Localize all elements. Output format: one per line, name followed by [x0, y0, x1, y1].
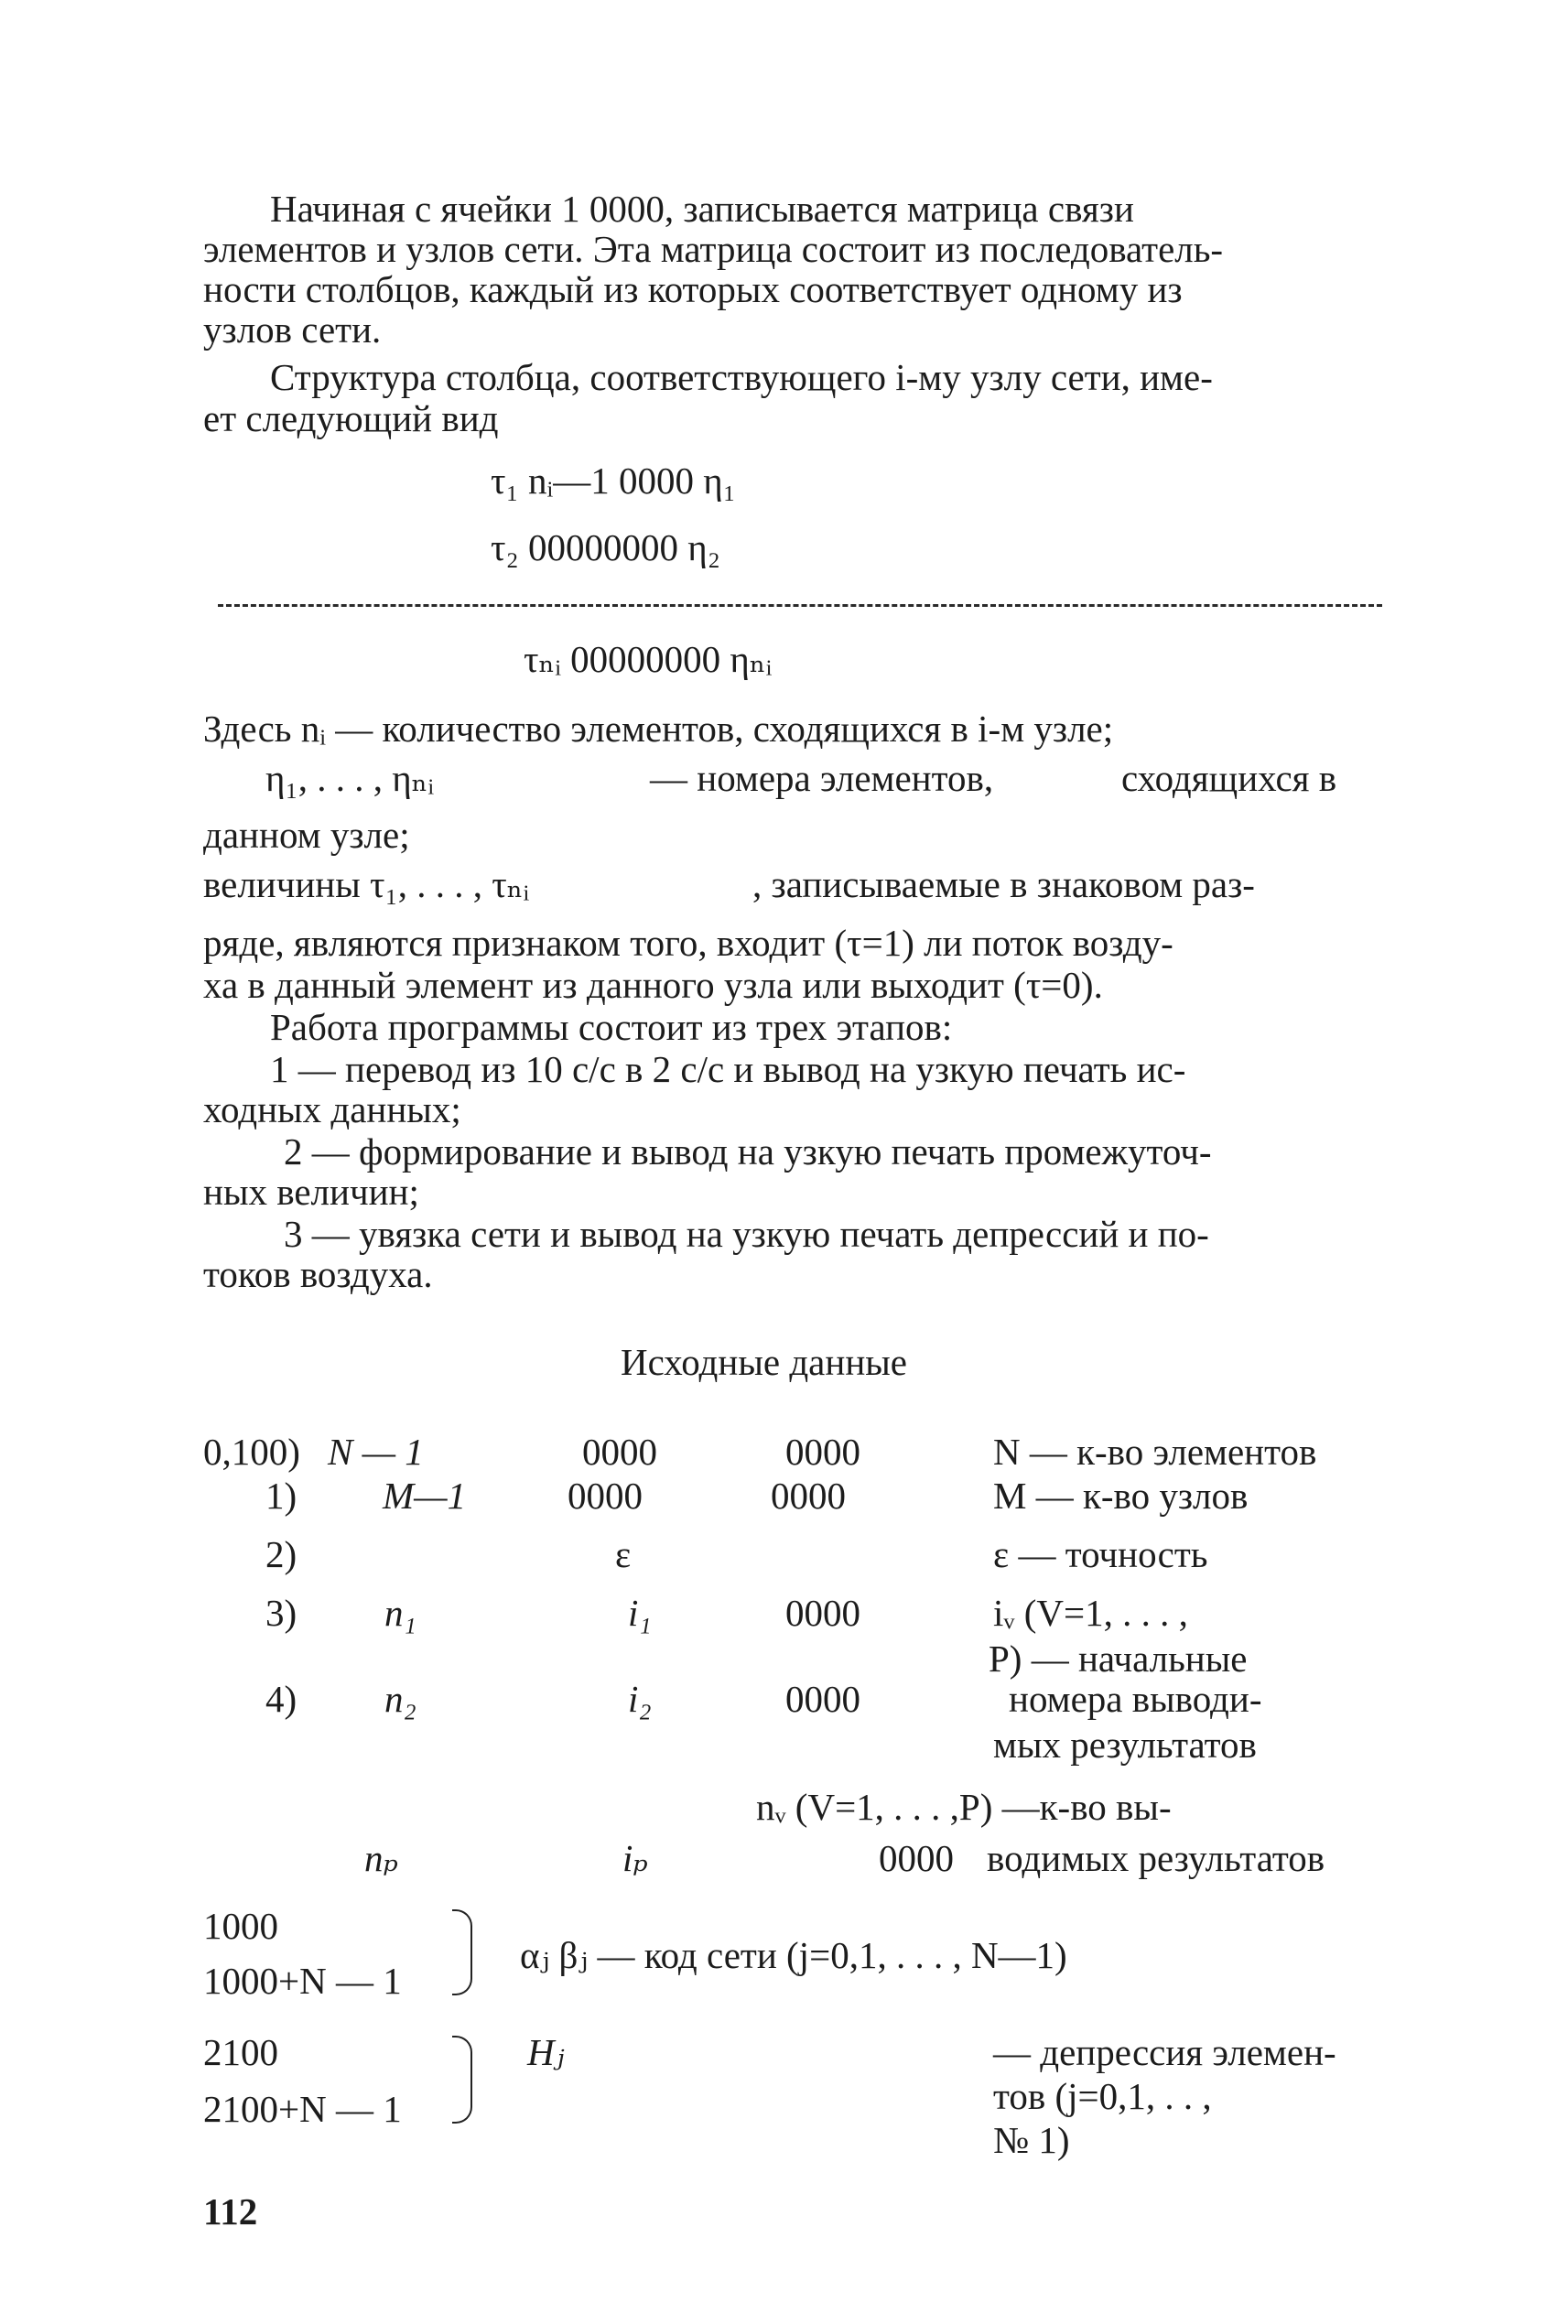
block-1-description: αⱼ βⱼ — код сети (j=0,1, . . . , N—1)	[520, 1934, 1067, 1976]
explain-line-3: данном узле;	[203, 814, 410, 856]
table-row-4-note-b: мых результатов	[993, 1724, 1257, 1766]
table-row-1-note: M — к-во узлов	[993, 1475, 1249, 1517]
table-row-3-addr: 3)	[265, 1592, 297, 1634]
structure-line-2: ет следующий вид	[203, 397, 499, 439]
table-row-4-c1: n₂	[384, 1678, 416, 1720]
intro-line-4: узлов сети.	[203, 308, 382, 351]
formula-row-last: τₙᵢ 00000000 ηₙᵢ	[524, 638, 773, 680]
table-row-3-c2: i₁	[628, 1592, 652, 1634]
table-row-5-note: nᵥ (V=1, . . . ,P) —к-во вы-	[756, 1786, 1172, 1828]
block-1-end-address: 1000+N — 1	[203, 1960, 402, 2002]
explain-line-2-text: — номера элементов,	[650, 757, 994, 799]
formula-row-1: τ₁ nᵢ—1 0000 η₁	[491, 459, 736, 502]
table-row-1-c1: M—1	[383, 1475, 467, 1517]
table-row-3-note-a: iᵥ (V=1, . . . ,	[993, 1592, 1188, 1634]
table-row-0-c3: 0000	[785, 1431, 860, 1473]
stages-intro: Работа программы состоит из трех этапов:	[270, 1006, 953, 1048]
explain-line-5: ряде, являются признаком того, входит (τ=1) ли поток возду-	[203, 922, 1173, 964]
ellipsis-dashed-line	[218, 604, 1382, 607]
stage-1-line-1: 1 — перевод из 10 с/с в 2 с/с и вывод на узкую печать ис-	[270, 1048, 1186, 1090]
table-row-3-note-b: P) — начальные	[989, 1638, 1248, 1680]
intro-line-2: элементов и узлов сети. Эта матрица состоит из последователь-	[203, 228, 1224, 270]
block-1-brace	[452, 1909, 472, 1995]
page-number: 112	[203, 2190, 258, 2232]
table-row-0-note: N — к-во элементов	[993, 1431, 1317, 1473]
table-row-2-note: ε — точность	[993, 1533, 1208, 1575]
block-2-end-address: 2100+N — 1	[203, 2088, 402, 2130]
explain-line-2-symbols: η₁, . . . , ηₙᵢ	[265, 757, 435, 799]
structure-line-1: Структура столбца, соответствующего i-му узлу сети, име-	[270, 356, 1213, 398]
explain-line-6: ха в данный элемент из данного узла или выходит (τ=0).	[203, 964, 1103, 1006]
table-row-6-c3: 0000	[879, 1837, 954, 1879]
table-row-1-c2: 0000	[568, 1475, 643, 1517]
stage-3-line-2: токов воздуха.	[203, 1253, 433, 1295]
block-2-description-line-2: тов (j=0,1, . . ,	[993, 2075, 1212, 2117]
explain-line-4-start: величины τ₁, . . . , τₙᵢ	[203, 863, 530, 905]
table-row-3-c3: 0000	[785, 1592, 860, 1634]
table-row-0-c2: 0000	[582, 1431, 657, 1473]
table-row-2-addr: 2)	[265, 1533, 297, 1575]
stage-1-line-2: ходных данных;	[203, 1088, 461, 1130]
table-row-6-c2: iₚ	[622, 1837, 648, 1879]
table-row-4-note-a: номера выводи-	[1009, 1678, 1262, 1720]
block-2-symbol: Hⱼ	[527, 2031, 565, 2073]
table-row-6-note: водимых результатов	[987, 1837, 1325, 1879]
section-title: Исходные данные	[621, 1341, 908, 1383]
stage-2-line-1: 2 — формирование и вывод на узкую печать промежуточ-	[284, 1130, 1212, 1173]
table-row-4-addr: 4)	[265, 1678, 297, 1720]
explain-line-4-end: , записываемые в знаковом раз-	[752, 863, 1255, 905]
intro-line-1: Начиная с ячейки 1 0000, записывается матрица связи	[270, 188, 1134, 230]
intro-line-3: ности столбцов, каждый из которых соответствует одному из	[203, 268, 1183, 310]
table-row-3-c1: n₁	[384, 1592, 416, 1634]
stage-3-line-1: 3 — увязка сети и вывод на узкую печать депрессий и по-	[284, 1213, 1209, 1255]
table-row-6-c1: nₚ	[364, 1837, 398, 1879]
table-row-4-c2: i₂	[628, 1678, 652, 1720]
table-row-1-c3: 0000	[771, 1475, 846, 1517]
block-1-start-address: 1000	[203, 1905, 278, 1947]
table-row-0-addr: 0,100)	[203, 1431, 300, 1473]
table-row-4-c3: 0000	[785, 1678, 860, 1720]
block-2-start-address: 2100	[203, 2031, 278, 2073]
block-2-description-line-1: — депрессия элемен-	[993, 2031, 1336, 2073]
explain-line-1: Здесь nᵢ — количество элементов, сходящихся в i-м узле;	[203, 708, 1114, 750]
block-2-brace	[452, 2036, 472, 2124]
stage-2-line-2: ных величин;	[203, 1171, 419, 1213]
table-row-2-c2: ε	[615, 1533, 632, 1575]
explain-line-2-end: сходящихся в	[1121, 757, 1337, 799]
formula-row-2: τ₂ 00000000 η₂	[491, 526, 721, 568]
table-row-1-addr: 1)	[265, 1475, 297, 1517]
block-2-description-line-3: № 1)	[993, 2119, 1070, 2161]
table-row-0-c1: N — 1	[328, 1431, 424, 1473]
